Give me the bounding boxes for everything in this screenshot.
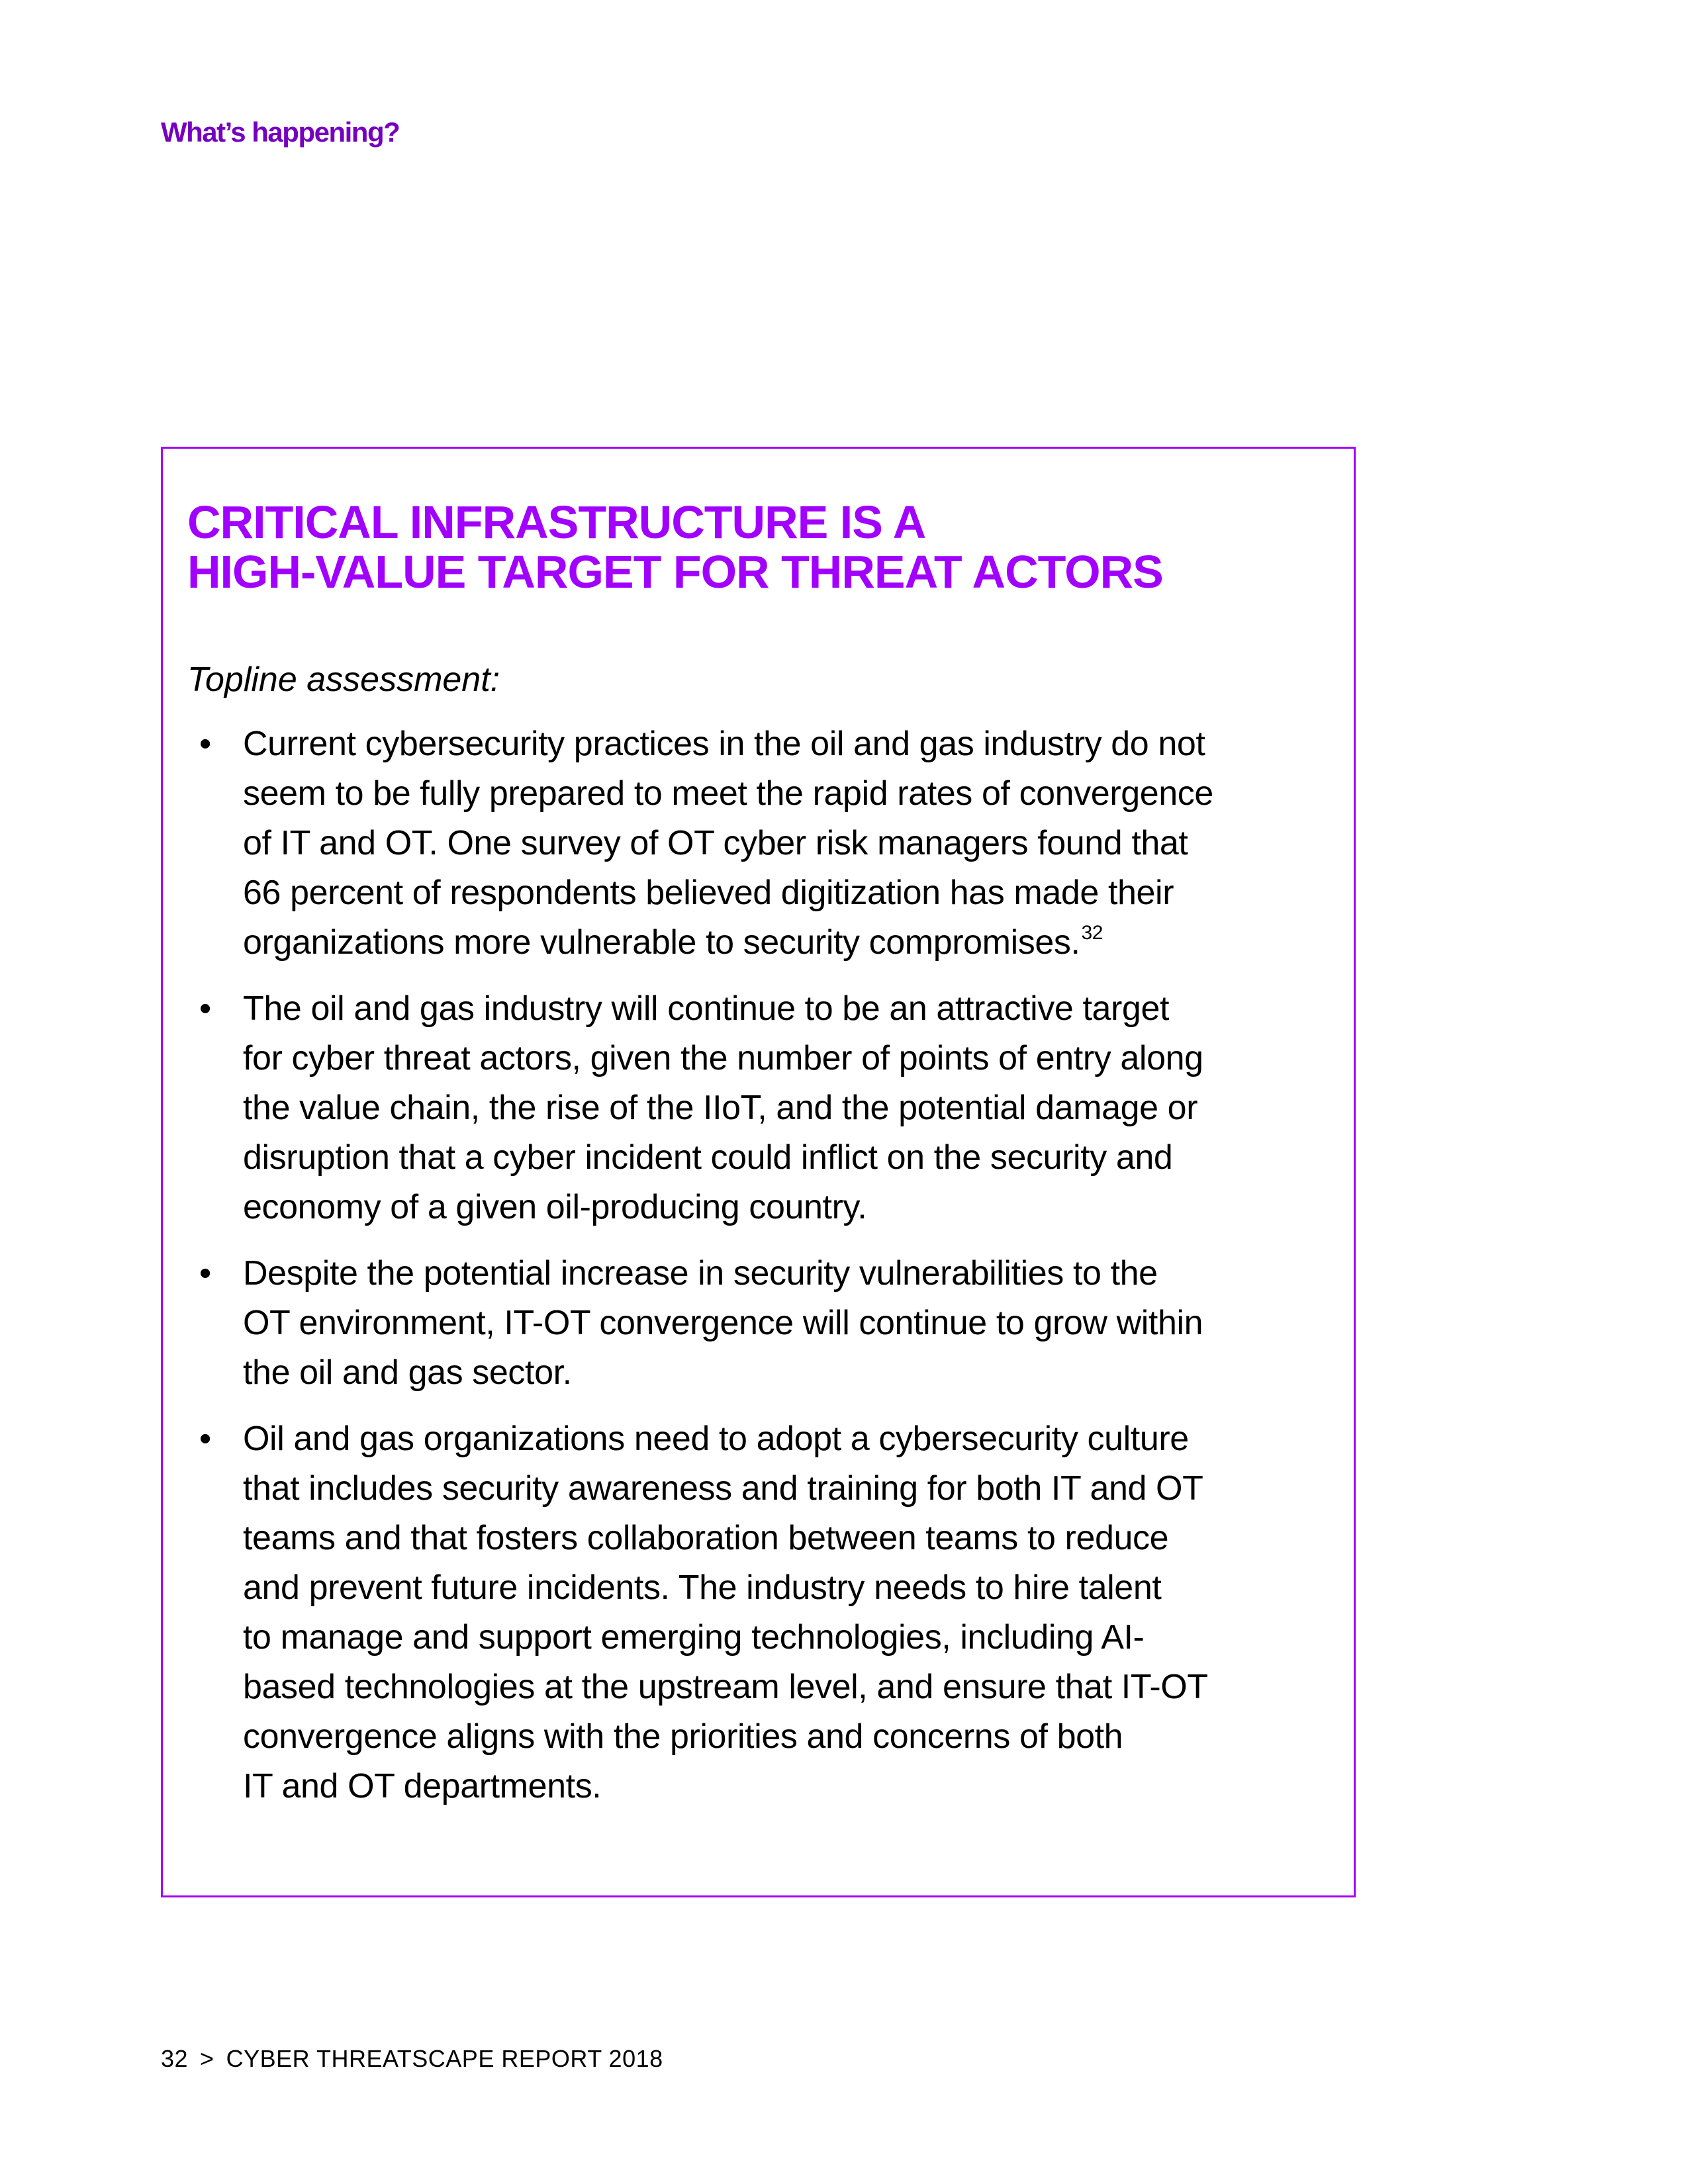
bullet-icon: • xyxy=(199,725,212,763)
text-line: IT and OT departments. xyxy=(243,1767,602,1805)
list-item xyxy=(187,1249,1339,1398)
text-line: Oil and gas organizations need to adopt a cybersecurity culture xyxy=(243,1420,1189,1458)
callout-title-line-1: CRITICAL INFRASTRUCTURE IS A xyxy=(187,496,926,548)
bullet-icon: • xyxy=(199,1420,212,1458)
text-line: convergence aligns with the priorities and concerns of both xyxy=(243,1717,1123,1756)
text-line: OT environment, IT-OT convergence will continue to grow within xyxy=(243,1304,1203,1342)
text-line: seem to be fully prepared to meet the rapid rates of convergence xyxy=(243,774,1213,813)
list-item xyxy=(187,1414,1339,1811)
bullet-text xyxy=(243,1249,1339,1398)
text-line: based technologies at the upstream level, and ensure that IT-OT xyxy=(243,1668,1208,1706)
page-number: 32 xyxy=(161,2045,189,2072)
text-line: of IT and OT. One survey of OT cyber risk managers found that xyxy=(243,824,1188,862)
footnote-reference: 32 xyxy=(1081,922,1103,944)
text-line: Current cybersecurity practices in the oil and gas industry do not xyxy=(243,725,1205,763)
text-line: organizations more vulnerable to security compromises. xyxy=(243,923,1080,962)
footer-separator: > xyxy=(200,2045,214,2072)
text-line: 66 percent of respondents believed digitization has made their xyxy=(243,874,1174,912)
bullet-icon: • xyxy=(199,1254,212,1293)
text-line: teams and that fosters collaboration between teams to reduce xyxy=(243,1519,1169,1557)
text-line: that includes security awareness and training for both IT and OT xyxy=(243,1469,1203,1508)
bullet-text xyxy=(243,984,1339,1232)
assessment-list xyxy=(187,719,1339,1828)
callout-title-line-2: HIGH-VALUE TARGET FOR THREAT ACTORS xyxy=(187,546,1163,598)
callout-title xyxy=(187,498,1339,597)
text-line: to manage and support emerging technologies, including AI- xyxy=(243,1618,1145,1657)
text-line: The oil and gas industry will continue to be an attractive target xyxy=(243,989,1170,1028)
text-line: for cyber threat actors, given the number of points of entry along xyxy=(243,1039,1203,1077)
text-line: Despite the potential increase in security vulnerabilities to the xyxy=(243,1254,1158,1293)
text-line: the oil and gas sector. xyxy=(243,1353,572,1392)
bullet-text xyxy=(243,719,1339,968)
text-line: disruption that a cyber incident could inflict on the security and xyxy=(243,1138,1173,1177)
page-footer xyxy=(161,2045,663,2073)
text-line: and prevent future incidents. The industry needs to hire talent xyxy=(243,1569,1162,1607)
report-title: CYBER THREATSCAPE REPORT 2018 xyxy=(226,2045,663,2072)
text-line-with-footnote xyxy=(243,918,1339,968)
text-line: economy of a given oil-producing country. xyxy=(243,1188,867,1226)
bullet-icon: • xyxy=(199,989,212,1028)
text-line: the value chain, the rise of the IIoT, and the potential damage or xyxy=(243,1089,1198,1127)
section-label: What’s happening? xyxy=(161,116,400,148)
topline-label: Topline assessment: xyxy=(187,660,500,699)
bullet-text xyxy=(243,1414,1339,1811)
list-item xyxy=(187,984,1339,1232)
list-item xyxy=(187,719,1339,968)
